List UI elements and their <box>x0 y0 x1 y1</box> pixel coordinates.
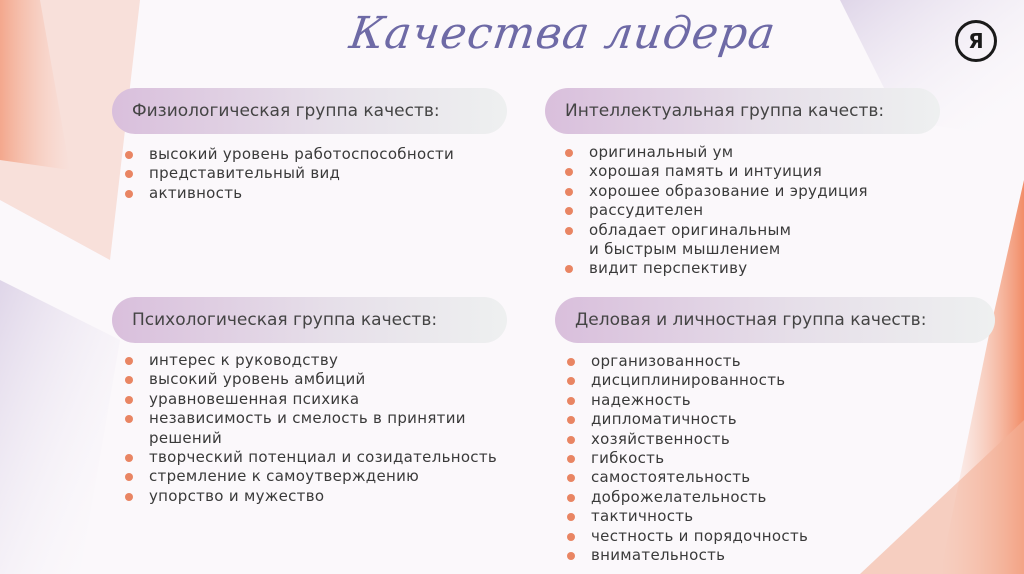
list-item-text: высокий уровень работоспособности <box>149 145 455 163</box>
group-list-psychological <box>125 351 525 506</box>
list-item <box>125 409 525 448</box>
list-item <box>125 448 525 467</box>
bullet-icon <box>125 396 133 404</box>
bullet-icon <box>567 533 575 541</box>
list-item <box>125 467 525 486</box>
list-item-text: рассудителен <box>589 201 704 220</box>
list-item <box>125 351 525 370</box>
list-item-text: дипломатичность <box>591 410 737 429</box>
list-item <box>125 370 525 389</box>
list-item <box>567 391 947 410</box>
list-item-text: и быстрым мышлением <box>589 240 781 259</box>
group-list-business <box>567 352 947 565</box>
list-item-text: внимательность <box>591 546 726 565</box>
list-item <box>567 410 947 429</box>
bullet-icon <box>565 207 573 215</box>
list-item-text: обладает оригинальным <box>589 220 792 239</box>
bullet-icon <box>567 377 575 385</box>
bullet-icon <box>125 415 133 423</box>
list-item <box>567 371 947 390</box>
list-item <box>125 487 525 506</box>
group-heading-psychological: Психологическая группа качеств: <box>112 297 507 343</box>
list-item <box>565 201 945 220</box>
list-item-text: доброжелательность <box>591 487 767 506</box>
list-item <box>567 527 947 546</box>
logo-icon: Я <box>955 20 997 62</box>
list-item-text: независимость и смелость в принятии <box>149 409 466 428</box>
bullet-icon <box>567 494 575 502</box>
bullet-icon <box>567 474 575 482</box>
bullet-icon <box>125 376 133 384</box>
bullet-icon <box>567 513 575 521</box>
list-item-text: тактичность <box>591 507 694 526</box>
list-item-text: надежность <box>591 390 691 409</box>
list-item-text: гибкость <box>591 449 665 468</box>
list-item <box>567 488 947 507</box>
bullet-icon <box>565 149 573 157</box>
list-item-text: высокий уровень амбиций <box>149 370 366 389</box>
bullet-icon <box>565 265 573 273</box>
list-item <box>567 546 947 565</box>
bullet-icon <box>567 436 575 444</box>
list-item-text: представительный вид <box>149 164 341 183</box>
list-item <box>125 145 505 164</box>
list-item <box>565 221 945 260</box>
list-item <box>565 259 945 278</box>
list-item <box>567 449 947 468</box>
list-item-text: активность <box>149 183 243 202</box>
bullet-icon <box>565 227 573 235</box>
page-title: Качества лидера <box>346 8 780 59</box>
bullet-icon <box>567 397 575 405</box>
list-item <box>125 184 505 203</box>
list-item <box>567 430 947 449</box>
list-item <box>565 182 945 201</box>
list-item <box>125 390 525 409</box>
bullet-icon <box>125 357 133 365</box>
group-heading-intellectual: Интеллектуальная группа качеств: <box>545 88 940 134</box>
list-item-text: честность и порядочность <box>591 526 809 545</box>
group-heading-business: Деловая и личностная группа качеств: <box>555 297 995 343</box>
list-item-text: творческий потенциал и созидательность <box>149 448 498 467</box>
list-item-text: уравновешенная психика <box>149 389 360 408</box>
bullet-icon <box>567 416 575 424</box>
group-heading-physiological: Физиологическая группа качеств: <box>112 88 507 134</box>
list-item-text: самостоятельность <box>591 468 751 487</box>
list-item-text: стремление к самоутверждению <box>149 467 420 486</box>
list-item <box>567 352 947 371</box>
bullet-icon <box>125 190 133 198</box>
bullet-icon <box>125 151 133 159</box>
bullet-icon <box>125 170 133 178</box>
bullet-icon <box>567 552 575 560</box>
bullet-icon <box>567 358 575 366</box>
list-item-text: хорошая память и интуиция <box>589 162 823 181</box>
list-item <box>567 468 947 487</box>
group-list-physiological <box>125 145 505 203</box>
list-item-text: упорство и мужество <box>149 486 325 505</box>
list-item <box>567 507 947 526</box>
bullet-icon <box>125 493 133 501</box>
bullet-icon <box>125 454 133 462</box>
list-item-text: оригинальный ум <box>589 143 734 161</box>
list-item <box>565 162 945 181</box>
list-item-text: хозяйственность <box>591 429 730 448</box>
bullet-icon <box>125 473 133 481</box>
bullet-icon <box>565 168 573 176</box>
group-list-intellectual <box>565 143 945 279</box>
list-item-text: решений <box>149 428 223 447</box>
list-item-text: видит перспективу <box>589 259 748 278</box>
list-item <box>565 143 945 162</box>
bullet-icon <box>565 188 573 196</box>
list-item-text: интерес к руководству <box>149 351 339 369</box>
list-item-text: организованность <box>591 352 741 370</box>
list-item-text: дисциплинированность <box>591 371 786 390</box>
bullet-icon <box>567 455 575 463</box>
list-item-text: хорошее образование и эрудиция <box>589 181 868 200</box>
list-item <box>125 164 505 183</box>
